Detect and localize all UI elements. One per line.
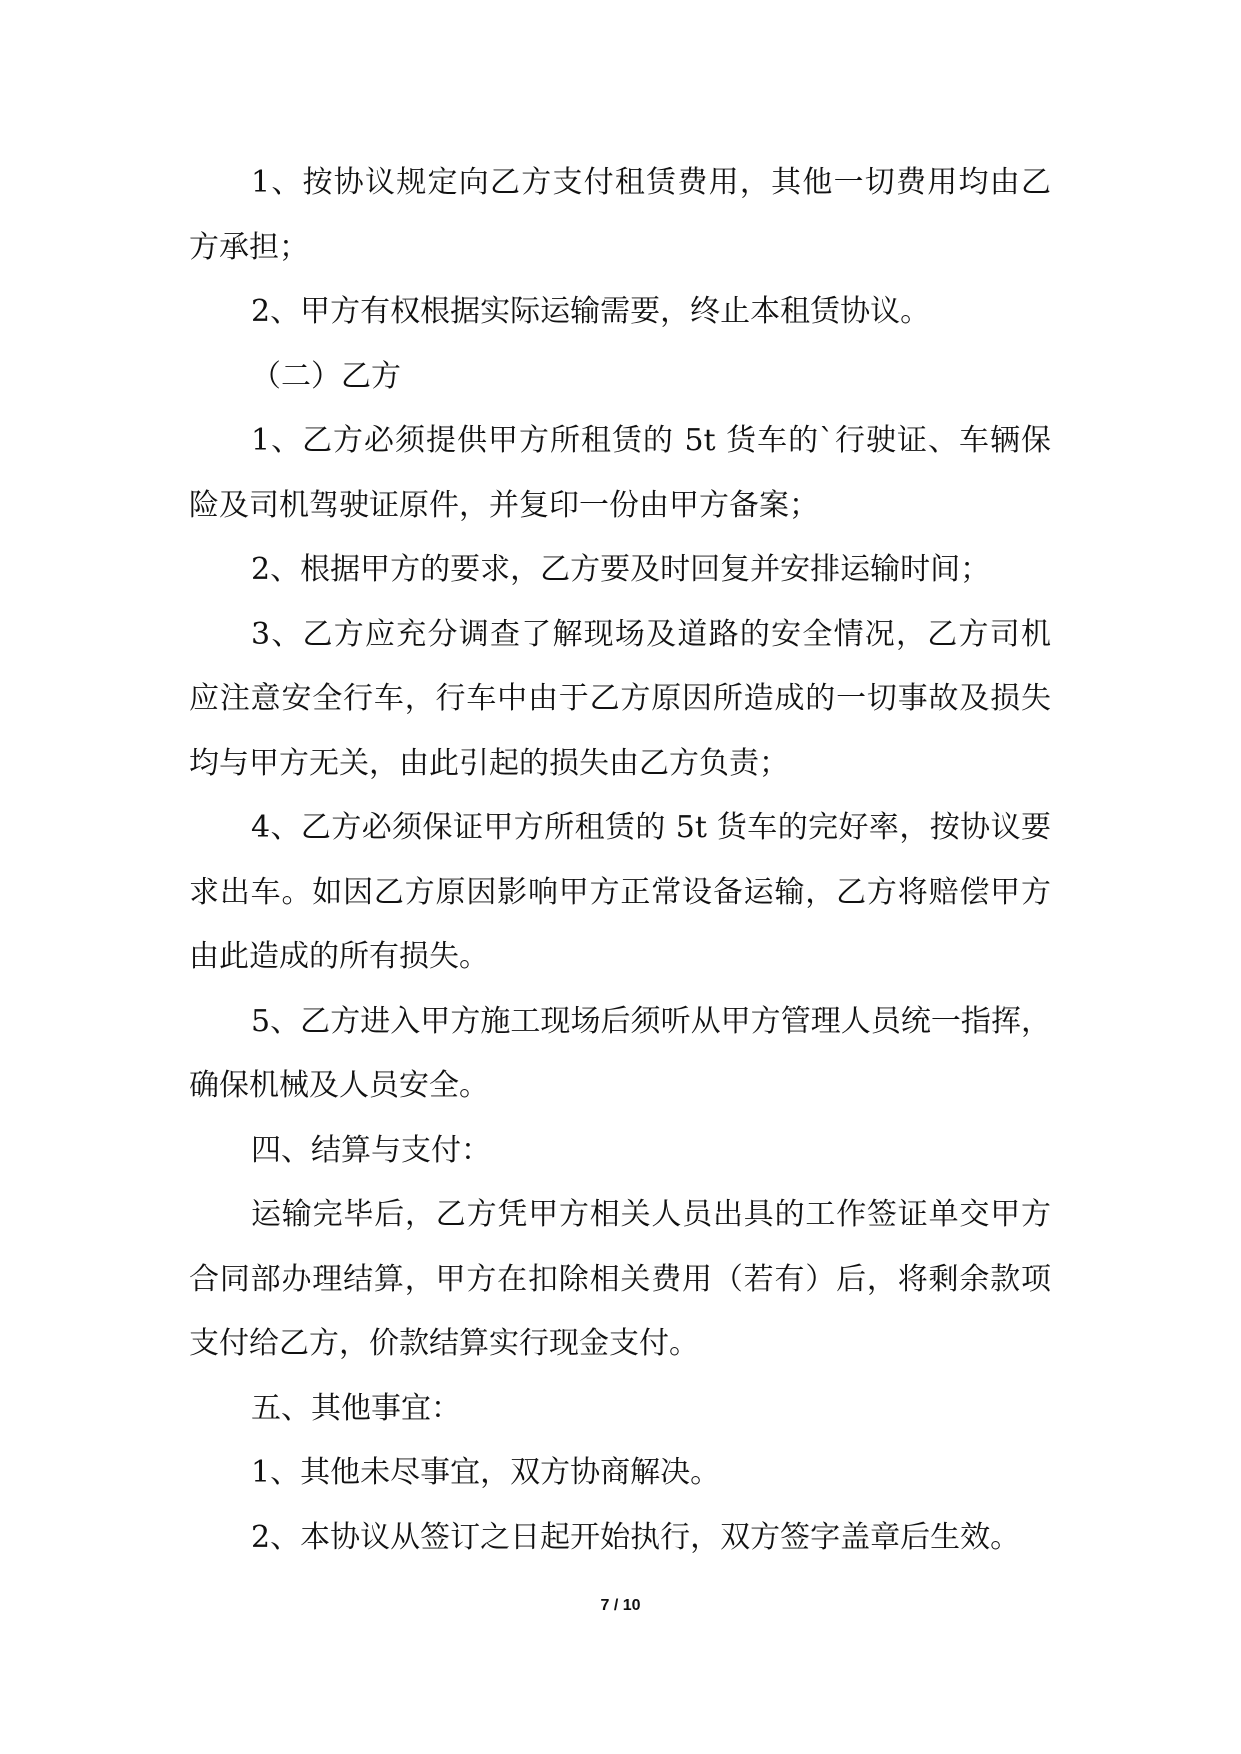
- paragraph-line: 求出车。如因乙方原因影响甲方正常设备运输，乙方将赔偿甲方: [189, 874, 1051, 910]
- section-heading: [189, 1377, 1051, 1442]
- paragraph-line: 确保机械及人员安全。: [189, 1068, 489, 1103]
- paragraph: [189, 603, 1051, 797]
- paragraph-line: 合同部办理结算，甲方在扣除相关费用（若有）后，将剩余款项: [189, 1261, 1051, 1297]
- paragraph-line: 2、根据甲方的要求，乙方要及时回复并安排运输时间；: [251, 552, 991, 587]
- paragraph-line: 1、按协议规定向乙方支付租赁费用，其他一切费用均由乙: [251, 165, 1051, 200]
- paragraph: [189, 1506, 1051, 1571]
- page-number: 7 / 10: [600, 1597, 641, 1614]
- paragraph-line: 1、乙方必须提供甲方所租赁的 5t 货车的`行驶证、车辆保: [251, 423, 1051, 458]
- paragraph-line: 方承担；: [189, 229, 309, 265]
- paragraph-line: 1、其他未尽事宜，双方协商解决。: [251, 1455, 721, 1490]
- paragraph: [189, 151, 1051, 280]
- paragraph-line: 5、乙方进入甲方施工现场后须听从甲方管理人员统一指挥，: [251, 1003, 1051, 1039]
- paragraph-line: 运输完毕后，乙方凭甲方相关人员出具的工作签证单交甲方: [251, 1197, 1051, 1232]
- paragraph-line: 2、甲方有权根据实际运输需要，终止本租赁协议。: [251, 294, 931, 329]
- paragraph-line: 支付给乙方，价款结算实行现金支付。: [189, 1326, 699, 1361]
- paragraph-line: 均与甲方无关，由此引起的损失由乙方负责；: [189, 745, 789, 781]
- paragraph-line: 2、本协议从签订之日起开始执行，双方签字盖章后生效。: [251, 1519, 1021, 1555]
- paragraph-line: 4、乙方必须保证甲方所租赁的 5t 货车的完好率，按协议要: [251, 810, 1051, 845]
- paragraph-line: 3、乙方应充分调查了解现场及道路的安全情况，乙方司机: [251, 616, 1051, 652]
- paragraph: [189, 1441, 1051, 1506]
- section-heading: [189, 1119, 1051, 1184]
- section-heading: [189, 345, 1051, 410]
- section-heading-text: （二）乙方: [251, 358, 401, 394]
- section-heading-text: 四、结算与支付：: [251, 1132, 491, 1168]
- paragraph: [189, 796, 1051, 990]
- paragraph: [189, 280, 1051, 345]
- paragraph: [189, 990, 1051, 1119]
- paragraph-line: 险及司机驾驶证原件，并复印一份由甲方备案；: [189, 487, 819, 523]
- document-body: [189, 151, 1051, 1570]
- paragraph: [189, 409, 1051, 538]
- section-heading-text: 五、其他事宜：: [251, 1390, 461, 1426]
- paragraph: [189, 538, 1051, 603]
- paragraph-line: 由此造成的所有损失。: [189, 939, 489, 974]
- paragraph: [189, 1183, 1051, 1377]
- paragraph-line: 应注意安全行车，行车中由于乙方原因所造成的一切事故及损失: [189, 681, 1051, 716]
